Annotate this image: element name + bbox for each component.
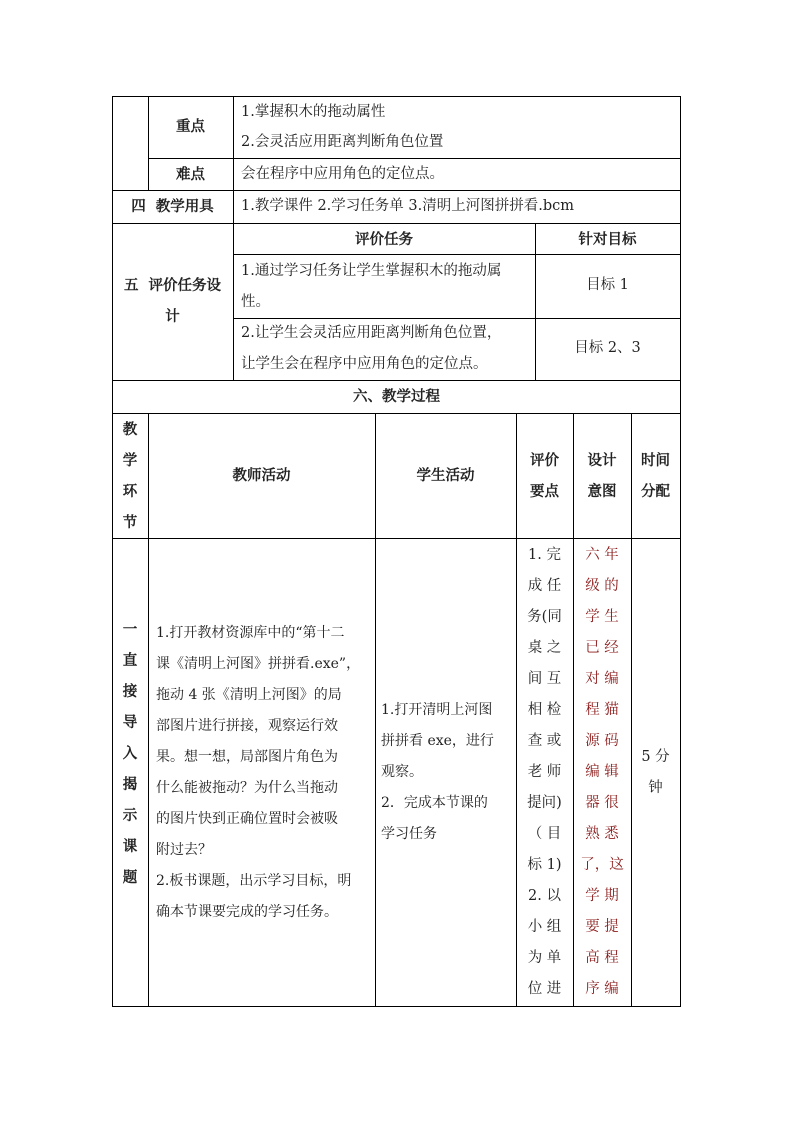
rule — [112, 1006, 681, 1007]
rule — [148, 413, 149, 1007]
rule — [112, 538, 681, 539]
row1-stage: 一 直 接 导 入 揭 示 课 题 — [122, 621, 138, 886]
focus-line1: 1.掌握积木的拖动属性 — [241, 104, 386, 120]
row1-student-activity: 1.打开清明上河图 拼拼看 exe，进行 观察。 2．完成本节课的 学习任务 — [381, 702, 494, 842]
process-title: 六、教学过程 — [353, 388, 440, 405]
row1-time: 5 分 钟 — [641, 749, 670, 796]
evaluation-label-line2: 计 — [165, 308, 180, 325]
focus-label: 重点 — [176, 118, 205, 135]
evaluation-col-task: 评价任务 — [355, 231, 413, 248]
difficulty-content: 会在程序中应用角色的定位点。 — [241, 166, 444, 182]
tools-label: 四 教学用具 — [131, 198, 214, 215]
evaluation-label-line1: 五 评价任务设 — [123, 277, 222, 294]
rule — [112, 413, 681, 414]
focus-line2: 2.会灵活应用距离判断角色位置 — [241, 134, 444, 150]
evaluation-row2-goal: 目标 2、3 — [574, 340, 641, 356]
header-teacher: 教师活动 — [232, 467, 291, 484]
header-design: 设计 意图 — [587, 452, 617, 500]
header-student: 学生活动 — [416, 467, 475, 484]
header-time: 时间 分配 — [641, 452, 670, 500]
evaluation-col-goal: 针对目标 — [578, 231, 637, 248]
header-stage: 教 学 环 节 — [122, 421, 138, 531]
header-eval: 评价 要点 — [530, 452, 559, 500]
rule — [680, 96, 681, 1007]
evaluation-row2-task: 2.让学生会灵活应用距离判断角色位置， 让学生会在程序中应用角色的定位点。 — [241, 325, 502, 372]
evaluation-label — [112, 270, 233, 332]
row1-teacher-activity: 1.打开教材资源库中的“第十二 课《清明上河图》拼拼看.exe”， 拖动 4 张《清明上河图》的局 部图片进行拼接，观察运行效 果。想一想，局部图片角色为 什么能被拖动？为什么当拖动 的图片快到正确位置时会被吸 附过去？ 2.板书课题，出示学习目标，明 确本节课要完成的学习任务。 — [156, 625, 361, 920]
evaluation-row1-goal: 目标 1 — [586, 277, 629, 293]
row1-eval-points: 1. 完 成 任 务(同 桌 之 间 互 相 检 查 或 老 师 提问) （ 目 标 1) 2. 以 小 组 为 单 位 进 — [527, 547, 562, 997]
rule — [375, 413, 376, 1007]
tools-content: 1.教学课件 2.学习任务单 3.清明上河图拼拼看.bcm — [241, 198, 574, 214]
evaluation-row1-task: 1.通过学习任务让学生掌握积木的拖动属 性。 — [241, 263, 502, 310]
difficulty-label: 难点 — [176, 166, 205, 183]
row1-design-intent: 六 年 级 的 学 生 已 经 对 编 程 猫 源 码 编 辑 器 很 熟 悉 了，这 学 期 要 提 高 程 序 编 — [580, 547, 624, 997]
